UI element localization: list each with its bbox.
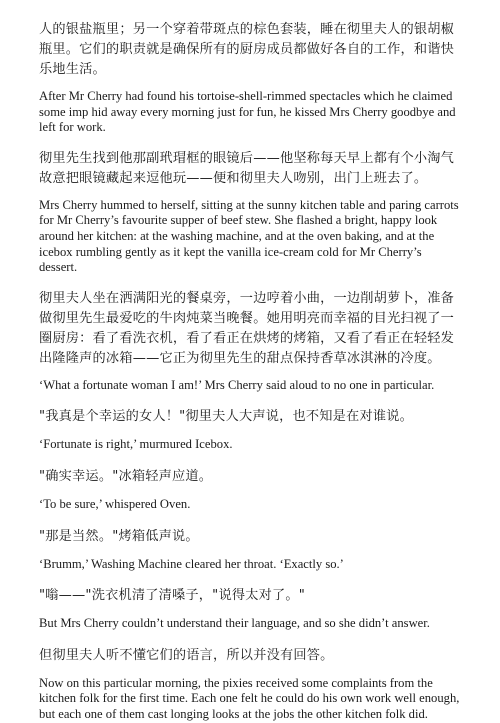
paragraph-en-1: After Mr Cherry had found his tortoise-shell-rimmed spectacles which he claimed some imp hid away every morning just for fun, he kissed Mrs Cherry goodbye and left for work. (39, 89, 456, 135)
paragraph-zh-5: "确实幸运。"冰箱轻声应道。 (39, 468, 213, 484)
paragraph-zh-4: "我真是个幸运的女人！"彻里夫人大声说，也不知是在对谁说。 (39, 409, 413, 425)
paragraph-en-8: Now on this particular morning, the pixies received some complaints from the kitchen folk for the first time. Each one felt he could do his own work well enough, but each one of them cast longing looks at the jobs the other kitchen folk did. (39, 675, 460, 721)
paragraph-zh-7: "嗡——"洗衣机清了清嗓子，"说得太对了。" (39, 588, 306, 604)
paragraph-en-2: Mrs Cherry hummed to herself, sitting at the sunny kitchen table and paring carrots for Mr Cherry’s favourite supper of beef stew. She flashed a bright, happy look around her kitchen: at the washing machine, and at the oven baking, and at the icebox rumbling gently as it kept the vanilla ice-cream cold for Mr Cherry’s dessert. (39, 197, 459, 275)
paragraph-zh-6: "那是当然。"烤箱低声说。 (39, 528, 199, 544)
paragraph-en-5: ‘To be sure,’ whispered Oven. (39, 496, 191, 511)
paragraph-en-7: But Mrs Cherry couldn’t understand their language, and so she didn’t answer. (39, 616, 430, 631)
paragraph-en-6: ‘Brumm,’ Washing Machine cleared her throat. ‘Exactly so.’ (39, 556, 344, 571)
paragraph-en-3: ‘What a fortunate woman I am!’ Mrs Cherry said aloud to no one in particular. (39, 377, 435, 392)
paragraph-zh-3: 彻里夫人坐在洒满阳光的餐桌旁，一边哼着小曲，一边削胡萝卜，准备做彻里先生最爱吃的牛肉炖菜当晚餐。她用明亮而幸福的目光扫视了一圈厨房：看了看洗衣机，看了看正在烘烤的烤箱，又看了看正在轻轻发出隆隆声的冰箱——它正为彻里先生的甜点保持香草冰淇淋的冷度。 (39, 290, 455, 366)
paragraph-zh-1: 人的银盐瓶里；另一个穿着带斑点的棕色套装，睡在彻里夫人的银胡椒瓶里。它们的职责就是确保所有的厨房成员都做好各自的工作，和谐快乐地生活。 (39, 22, 455, 77)
paragraph-zh-2: 彻里先生找到他那副玳瑁框的眼镜后——他坚称每天早上都有个小淘气故意把眼镜藏起来逗他玩——便和彻里夫人吻别，出门上班去了。 (39, 150, 455, 186)
paragraph-en-4: ‘Fortunate is right,’ murmured Icebox. (39, 437, 233, 452)
paragraph-zh-8: 但彻里夫人听不懂它们的语言，所以并没有回答。 (39, 647, 334, 663)
